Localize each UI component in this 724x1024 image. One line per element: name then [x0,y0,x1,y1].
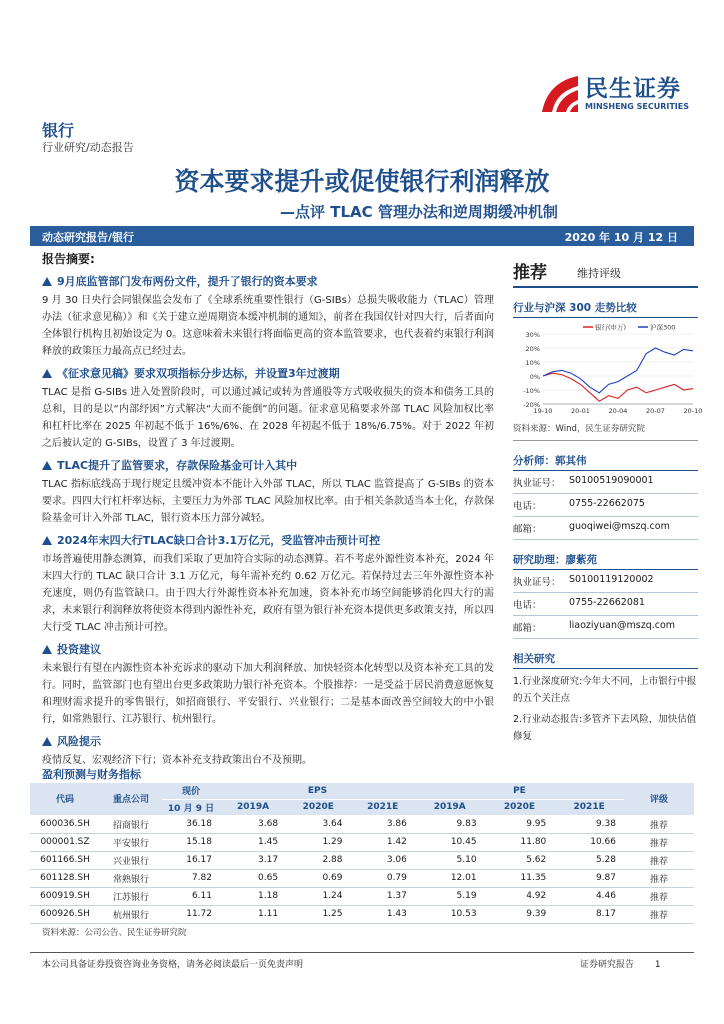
th-year: 2019A [220,799,286,815]
y-tick-label: -10% [523,387,540,395]
cell-value: 9.87 [554,869,624,887]
x-tick-label: 20-10 [683,407,703,415]
report-bar [30,226,694,246]
sector-label: 银行 [42,121,75,140]
th-year: 2019A [415,799,485,815]
summary-title: 报告摘要: [42,252,95,266]
cell-value: 1.43 [350,905,414,923]
cell-rating: 推荐 [624,815,694,833]
cell-value: 5.62 [485,851,555,869]
contact-value: liaoziyuan@mszq.com [569,620,676,631]
section-heading-text: 投资建议 [57,643,101,656]
page-subtitle: —点评 TLAC 管理办法和逆周期缓冲机制 [280,203,558,221]
contact-key: 执业证号： [513,577,561,588]
analyst-heading: 分析师：郭其伟 [513,453,698,471]
footer-disclaimer: 本公司具备证券投资咨询业务资格，请务必阅读最后一页免责声明 [42,960,304,970]
cell-value: 1.25 [286,905,350,923]
contact-value: S0100119120002 [569,574,654,585]
y-tick-label: 20% [525,345,540,353]
cell-rating: 推荐 [624,833,694,851]
cell-value: 4.46 [554,887,624,905]
cell-rating: 推荐 [624,887,694,905]
cell-value: 9.83 [415,815,485,833]
x-tick-label: 20-04 [608,407,628,415]
cell-value: 5.10 [415,851,485,869]
report-type-label: 行业研究/动态报告 [42,141,134,154]
cell-value: 4.92 [485,887,555,905]
cell-value: 3.68 [220,815,286,833]
footer-label [580,957,661,970]
triangle-bullet-icon [42,277,52,286]
cell-price: 6.11 [162,887,220,905]
cell-name: 招商银行 [100,815,162,833]
series-line [543,373,693,401]
cell-value: 5.28 [554,851,624,869]
cell-value: 1.24 [286,887,350,905]
section-heading-text: 2024年末四大行TLAC缺口合计3.1万亿元，受监管冲击预计可控 [57,534,381,547]
th-eps: EPS [220,783,415,799]
section-paragraph: 9 月 30 日央行会同银保监会发布了《全球系统重要性银行（G-SIBs）总损失吸收能力（TLAC）管理办法（征求意见稿）》和《关于建立逆周期资本缓冲机制的通知》，前者在我国仅针对四大行，后者面向全体银行机构且初始设定为 0。这意味着未来银行将面临更高的资本监管要求，也代表着约束银行利润释放的政策压力最高点已经过去。 [42,295,494,357]
section-paragraph: 未来银行有望在内源性资本补充诉求的驱动下加大利润释放、加快轻资本化转型以及资本补充工具的发行。同时，监管部门也有望出台更多政策助力银行补充资本。个股推荐：一是受益于居民消费意愿恢复和理财需求提升的零售银行，如招商银行、平安银行、兴业银行；二是基本面改善空间较大的中小银行，如常熟银行、江苏银行、杭州银行。 [42,663,494,725]
section-heading-text: 《征求意见稿》要求双项指标分步达标，并设置3年过渡期 [57,367,340,380]
contact-key: 邮箱： [513,623,542,634]
section-paragraph: TLAC 是指 G-SIBs 进入处置阶段时，可以通过减记或转为普通股等方式吸收损失的资本和债务工具的总和，目的是以“内部纾困”方式解决“大而不能倒”的问题。征求意见稿要求外部 TLAC 风险加权比率和杠杆比率在 2025 年初起不低于 16%/6%、在 2028 年初起不低于 18%/6.75%。对于 2022 年初之后被认定的 G-SIBs，设置了 3 年过渡期。 [42,387,494,449]
th-price-date: 10 月 9 日 [162,799,220,815]
table-row [30,833,694,851]
cell-name: 平安银行 [100,833,162,851]
forecast-table [30,783,694,924]
cell-value: 1.18 [220,887,286,905]
section-heading [42,641,494,657]
cell-value: 1.42 [350,833,414,851]
assistant-heading: 研究助理：廖紫苑 [513,552,698,570]
cell-code: 600036.SH [30,815,100,833]
cell-code: 601166.SH [30,851,100,869]
cell-code: 600919.SH [30,887,100,905]
cell-value: 9.39 [485,905,555,923]
summary-sections [42,273,494,769]
trend-chart [513,320,703,415]
cell-price: 11.72 [162,905,220,923]
chart-title: 行业与沪深 300 走势比较 [513,300,698,318]
contact-row [513,517,698,540]
cell-value: 2.88 [286,851,350,869]
section-paragraph: 市场普遍使用静态测算，而我们采取了更加符合实际的动态测算。若不考虑外源性资本补充，2024 年末四大行的 TLAC 缺口合计 3.1 万亿元，每年需补充约 0.62 万亿元。若保持过去三年外源性资本补充速度，则仍有监管缺口。由于四大行外源性资本补充加速，资本补充市场空间能够消化四大行的需求，未来银行利润释放将使资本得到内源性补充，政府有望为银行补充资本提供更多政策支持，所以四大行受 TLAC 冲击预计可控。 [42,554,494,633]
cell-value: 1.45 [220,833,286,851]
cell-value: 10.66 [554,833,624,851]
assistant-info [513,570,698,639]
related-heading: 相关研究 [513,651,698,669]
contact-key: 执业证号： [513,478,561,489]
th-pe: PE [415,783,624,799]
cell-name: 兴业银行 [100,851,162,869]
cell-price: 7.82 [162,869,220,887]
legend-label: 银行(申万) [595,323,627,332]
report-category: 动态研究报告/银行 [42,231,135,244]
cell-value: 9.38 [554,815,624,833]
contact-row [513,593,698,616]
contact-row [513,616,698,639]
recommend-label: 推荐 [513,263,547,283]
cell-value: 5.19 [415,887,485,905]
table-row [30,887,694,905]
section-heading [42,273,494,289]
cell-value: 10.45 [415,833,485,851]
th-year: 2021E [350,799,414,815]
cell-price: 16.17 [162,851,220,869]
x-tick-label: 19-10 [533,407,553,415]
section-heading-text: 风险提示 [57,735,101,748]
y-tick-label: -20% [523,401,540,409]
cell-name: 常熟银行 [100,869,162,887]
cell-value: 0.65 [220,869,286,887]
contact-key: 电话： [513,600,542,611]
chart-source: 资料来源：Wind，民生证券研究院 [513,422,698,441]
logo-icon [538,72,582,116]
table-source: 资料来源：公司公告、民生证券研究院 [42,928,187,938]
contact-key: 邮箱： [513,524,542,535]
cell-code: 600926.SH [30,905,100,923]
x-tick-label: 20-01 [571,407,590,415]
related-item[interactable]: 2.行业动态报告:多管齐下去风险，加快估值修复 [513,714,697,742]
cell-rating: 推荐 [624,905,694,923]
cell-value: 11.80 [485,833,555,851]
th-code: 代码 [30,783,100,815]
cell-value: 0.79 [350,869,414,887]
th-year: 2020E [286,799,350,815]
section-heading-text: TLAC提升了监管要求，存款保险基金可计入其中 [57,459,298,472]
contact-key: 电话： [513,501,542,512]
y-tick-label: 30% [525,331,540,339]
cell-code: 000001.SZ [30,833,100,851]
contact-row [513,494,698,517]
triangle-bullet-icon [42,645,52,654]
brand-name-cn: 民生证券 [585,76,681,102]
contact-value: 0755-22662075 [569,498,645,509]
cell-value: 3.06 [350,851,414,869]
table-row [30,851,694,869]
y-tick-label: 0% [529,373,540,381]
rating-row [513,258,698,288]
cell-value: 1.11 [220,905,286,923]
legend-label: 沪深300 [650,323,676,332]
rating-label: 维持评级 [577,267,621,280]
th-name: 重点公司 [100,783,162,815]
contact-row [513,471,698,494]
cell-name: 杭州银行 [100,905,162,923]
table-row [30,815,694,833]
section-heading [42,365,494,381]
section-heading [42,532,494,548]
cell-price: 15.18 [162,833,220,851]
triangle-bullet-icon [42,536,52,545]
sidebar [513,258,703,745]
page-number: 1 [654,960,661,970]
cell-rating: 推荐 [624,869,694,887]
section-heading [42,733,494,749]
cell-value: 3.86 [350,815,414,833]
report-date: 2020 年 10 月 12 日 [564,231,678,244]
section-paragraph: TLAC 指标底线高于现行规定且缓冲资本不能计入外部 TLAC，所以 TLAC 监管提高了 G-SIBs 的资本要求。四四大行杠杆率达标，主要压力为外部 TLAC 风险加权比率。由于相关条款适当本土化，存款保险基金可计入外部 TLAC，银行资本压力部分减轻。 [42,479,494,524]
th-year: 2020E [485,799,555,815]
th-year: 2021E [554,799,624,815]
table-title: 盈利预测与财务指标 [42,768,141,781]
th-price: 现价 [162,783,220,799]
cell-value: 3.17 [220,851,286,869]
cell-value: 1.29 [286,833,350,851]
x-tick-label: 20-07 [646,407,665,415]
cell-value: 9.95 [485,815,555,833]
contact-value: guoqiwei@mszq.com [569,521,670,532]
table-row [30,869,694,887]
contact-value: 0755-22662081 [569,597,645,608]
triangle-bullet-icon [42,369,52,378]
section-heading-text: 9月底监管部门发布两份文件，提升了银行的资本要求 [57,275,318,288]
triangle-bullet-icon [42,461,52,470]
cell-value: 3.64 [286,815,350,833]
cell-code: 601128.SH [30,869,100,887]
section-paragraph: 疫情反复、宏观经济下行；资本补充支持政策出台不及预期。 [42,755,312,766]
page-title: 资本要求提升或促使银行利润释放 [174,167,550,196]
footer-divider [30,952,694,953]
footer-report-label: 证券研究报告 [580,960,635,970]
cell-value: 8.17 [554,905,624,923]
table-body [30,815,694,923]
section-heading [42,457,494,473]
cell-name: 江苏银行 [100,887,162,905]
related-list [513,673,698,745]
cell-value: 0.69 [286,869,350,887]
cell-value: 11.35 [485,869,555,887]
cell-value: 1.37 [350,887,414,905]
y-tick-label: 10% [525,359,540,367]
th-rating: 评级 [624,783,694,815]
related-item[interactable]: 1.行业深度研究:今年大不同，上市银行中报的五个关注点 [513,676,697,704]
triangle-bullet-icon [42,737,52,746]
brand-name-en: MINSHENG SECURITIES [585,102,689,111]
cell-value: 10.53 [415,905,485,923]
contact-value: S0100519090001 [569,475,654,486]
summary-column [42,250,494,769]
table-row [30,905,694,923]
cell-value: 12.01 [415,869,485,887]
analyst-info [513,471,698,540]
contact-row [513,570,698,593]
cell-price: 36.18 [162,815,220,833]
cell-rating: 推荐 [624,851,694,869]
